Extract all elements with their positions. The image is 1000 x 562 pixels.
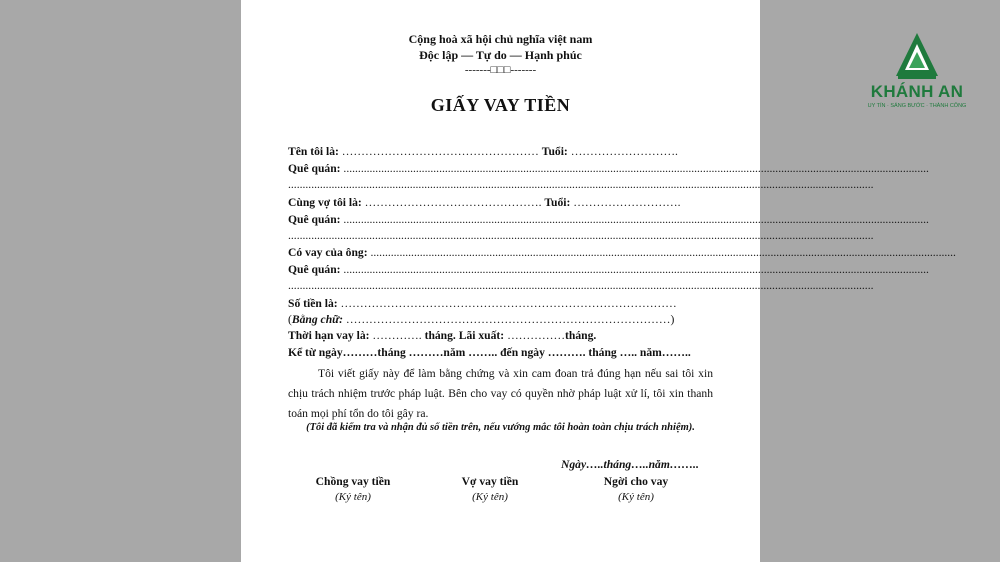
term-unit: tháng. — [424, 329, 456, 342]
sign-hint: (Ký tên) — [618, 491, 654, 503]
amount-words-row — [288, 312, 713, 327]
lender-blank: .......................................................................................................................................................................................................... — [370, 246, 956, 259]
dotted-line: .......................................................................................................................................................................................................... — [288, 279, 874, 292]
borrower-blank: …………………………………………… — [341, 145, 539, 158]
term-label: Thời hạn vay là: — [288, 329, 370, 342]
words-open: ( — [288, 313, 292, 326]
national-header: Cộng hoà xã hội chủ nghĩa việt nam — [408, 32, 593, 46]
hometown-label: Quê quán: — [288, 263, 341, 276]
brand-name: KHÁNH AN — [870, 82, 964, 101]
hometown-label: Quê quán: — [288, 162, 341, 175]
motto: Độc lập — Tự do — Hạnh phúc — [419, 48, 582, 62]
commitment-paragraph: Tôi viết giấy này để làm bằng chứng và xin cam đoan trả đúng hạn nếu sai tôi xin chịu trách nhiệm trước pháp luật. Bên cho vay có quyền nhờ pháp luật xử lí, tôi xin thanh toán mọi phí tổn do tôi gây ra. — [288, 367, 713, 420]
hometown-blank: .......................................................................................................................................................................................................... — [343, 213, 929, 226]
words-label: Bằng chữ: — [291, 313, 343, 326]
confirmation-note: (Tôi đã kiểm tra và nhận đủ số tiền trên, nếu vướng mắc tôi hoàn toàn chịu trách nhiệm). — [306, 422, 695, 433]
term-blank: …………. — [372, 329, 422, 342]
sign-hint: (Ký tên) — [335, 491, 371, 503]
date-range-row: Kể từ ngày………tháng ………năm …….. đến ngày ………. tháng ….. năm…….. — [288, 346, 691, 359]
borrower-label: Tên tôi là: — [288, 145, 339, 158]
amount-label: Số tiền là: — [288, 297, 338, 310]
brand-logo — [862, 30, 972, 115]
hometown-row-2 — [288, 212, 929, 227]
dotted-line: .......................................................................................................................................................................................................... — [288, 178, 874, 191]
wife-blank: ………………………………………. — [364, 196, 542, 209]
husband-role: Chồng vay tiền — [315, 475, 391, 488]
words-blank: …………………………………………………………………………) — [345, 313, 675, 326]
amount-blank: …………………………………………………………………………… — [340, 297, 677, 310]
term-row — [288, 328, 713, 343]
signature-lender — [566, 475, 706, 503]
wife-age-label: Tuổi: — [544, 196, 571, 209]
interest-unit: tháng. — [565, 329, 597, 342]
sign-hint: (Ký tên) — [472, 491, 508, 503]
wife-role: Vợ vay tiền — [461, 475, 519, 488]
document-title: GIẤY VAY TIỀN — [430, 95, 571, 115]
wife-row — [288, 195, 713, 210]
lender-role: Ngời cho vay — [603, 475, 669, 488]
interest-blank: …………… — [507, 329, 566, 342]
brand-tagline: UY TÍN · SÁNG BƯỚC · THÀNH CÔNG — [867, 103, 967, 109]
signature-wife — [420, 475, 560, 503]
hometown-row-1 — [288, 161, 929, 176]
lender-row — [288, 245, 956, 260]
signature-husband — [283, 475, 423, 503]
hometown-blank: .......................................................................................................................................................................................................... — [343, 263, 929, 276]
interest-label: Lãi xuất: — [458, 329, 505, 342]
age-label: Tuổi: — [541, 145, 568, 158]
hometown-label: Quê quán: — [288, 213, 341, 226]
age-blank: ………………………. — [570, 145, 678, 158]
amount-row — [288, 296, 713, 311]
borrower-row — [288, 144, 713, 159]
hometown-blank: .......................................................................................................................................................................................................... — [343, 162, 929, 175]
mountain-icon — [862, 30, 972, 82]
hometown-row-3 — [288, 262, 929, 277]
wife-age-blank: ………………………. — [573, 196, 681, 209]
header-divider: -------□□□------- — [464, 64, 537, 76]
wife-label: Cùng vợ tôi là: — [288, 196, 362, 209]
lender-label: Có vay của ông: — [288, 246, 368, 259]
dotted-line: .......................................................................................................................................................................................................... — [288, 229, 874, 242]
signing-date: Ngày…..tháng…..năm…….. — [561, 458, 699, 471]
